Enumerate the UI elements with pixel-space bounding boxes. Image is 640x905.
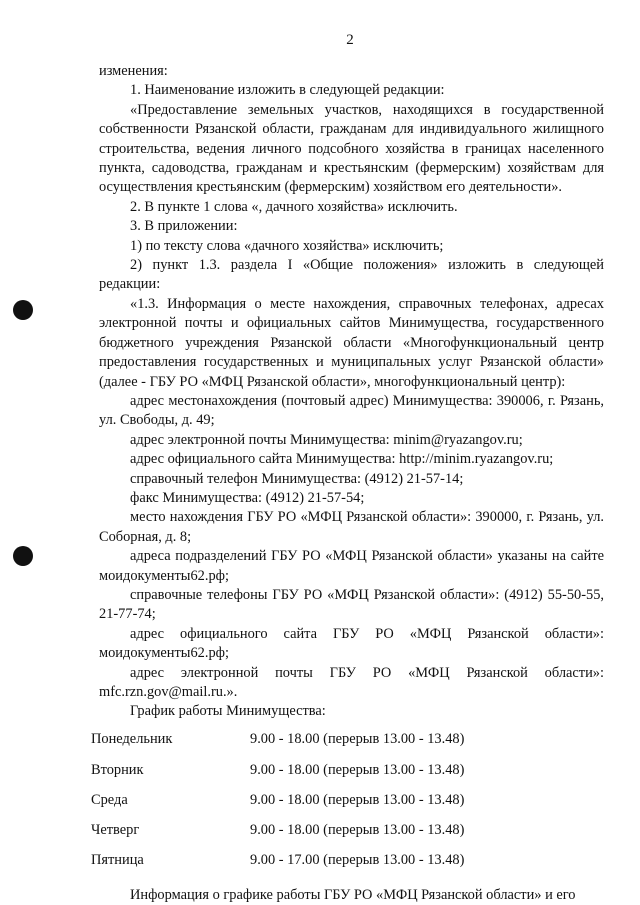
paragraph: Информация о графике работы ГБУ РО «МФЦ Рязанской области» и его [130, 886, 576, 903]
paragraph: факс Минимущества: (4912) 21-57-54; [130, 489, 365, 506]
schedule-hours: 9.00 - 18.00 (перерыв 13.00 - 13.48) [250, 730, 465, 747]
paragraph: 2) пункт 1.3. раздела I «Общие положения» изложить в следующей редакции: [99, 257, 604, 293]
paragraph: справочные телефоны ГБУ РО «МФЦ Рязанской области»: (4912) 55-50-55, 21-77-74; [99, 586, 604, 623]
paragraph: 1) по тексту слова «дачного хозяйства» исключить; [130, 237, 444, 254]
schedule-hours: 9.00 - 18.00 (перерыв 13.00 - 13.48) [250, 761, 465, 778]
schedule-day: Вторник [91, 761, 144, 778]
paragraph: адрес официального сайта ГБУ РО «МФЦ Рязанской области»: моидокументы62.рф; [99, 625, 604, 662]
schedule-row [91, 821, 591, 840]
paragraph: адрес местонахождения (почтовый адрес) Минимущества: 390006, г. Рязань, ул. Свободы, д. 49; [99, 392, 604, 429]
schedule-hours: 9.00 - 18.00 (перерыв 13.00 - 13.48) [250, 791, 465, 808]
paragraph: адреса подразделений ГБУ РО «МФЦ Рязанской области» указаны на сайте моидокументы62.рф; [99, 548, 604, 584]
schedule-heading: График работы Минимущества: [130, 703, 326, 720]
schedule-day: Пятница [91, 851, 144, 868]
page-number: 2 [346, 32, 354, 48]
schedule-hours: 9.00 - 17.00 (перерыв 13.00 - 13.48) [250, 851, 465, 868]
schedule-hours: 9.00 - 18.00 (перерыв 13.00 - 13.48) [250, 821, 465, 838]
paragraph: «1.3. Информация о месте нахождения, справочных телефонах, адресах электронной почты и официальных сайтов Минимущества, государственного бюджетного учреждения Рязанской области «Многофункциональный центр предоставления государственных и муниципальных услуг Рязанской области» (далее - ГБУ РО «МФЦ Рязанской области», многофункциональный центр): [99, 295, 604, 390]
paragraph: 3. В приложении: [130, 218, 238, 235]
paragraph: адрес официального сайта Минимущества: http://minim.ryazangov.ru; [130, 451, 554, 468]
paragraph: место нахождения ГБУ РО «МФЦ Рязанской области»: 390000, г. Рязань, ул. Соборная, д. 8; [99, 509, 604, 545]
schedule-row [91, 730, 591, 749]
schedule-day: Четверг [91, 821, 140, 838]
paragraph: 2. В пункте 1 слова «, дачного хозяйства» исключить. [130, 198, 458, 215]
work-schedule [91, 724, 604, 886]
schedule-row [91, 851, 591, 870]
paragraph: «Предоставление земельных участков, находящихся в государственной собственности Рязанской области, гражданам для индивидуального жилищного строительства, ведения личного подсобного хозяйства в границах населенного пункта, садоводства, гражданам и крестьянским (фермерским) хозяйствам для осуществления крестьянским (фермерским) хозяйством его деятельности». [99, 101, 604, 196]
paragraph: адрес электронной почты ГБУ РО «МФЦ Рязанской области»: mfc.rzn.gov@mail.ru.». [99, 664, 604, 700]
paragraph: справочный телефон Минимущества: (4912) 21-57-14; [130, 470, 464, 487]
paragraph: адрес электронной почты Минимущества: minim@ryazangov.ru; [130, 431, 523, 448]
punch-hole-mark [13, 300, 33, 320]
punch-hole-mark [13, 546, 33, 566]
paragraph: 1. Наименование изложить в следующей редакции: [130, 82, 445, 99]
document-body [91, 62, 604, 905]
schedule-day: Понедельник [91, 730, 173, 747]
schedule-day: Среда [91, 791, 128, 808]
paragraph: изменения: [99, 63, 168, 79]
schedule-row [91, 791, 591, 810]
schedule-row [91, 761, 591, 780]
